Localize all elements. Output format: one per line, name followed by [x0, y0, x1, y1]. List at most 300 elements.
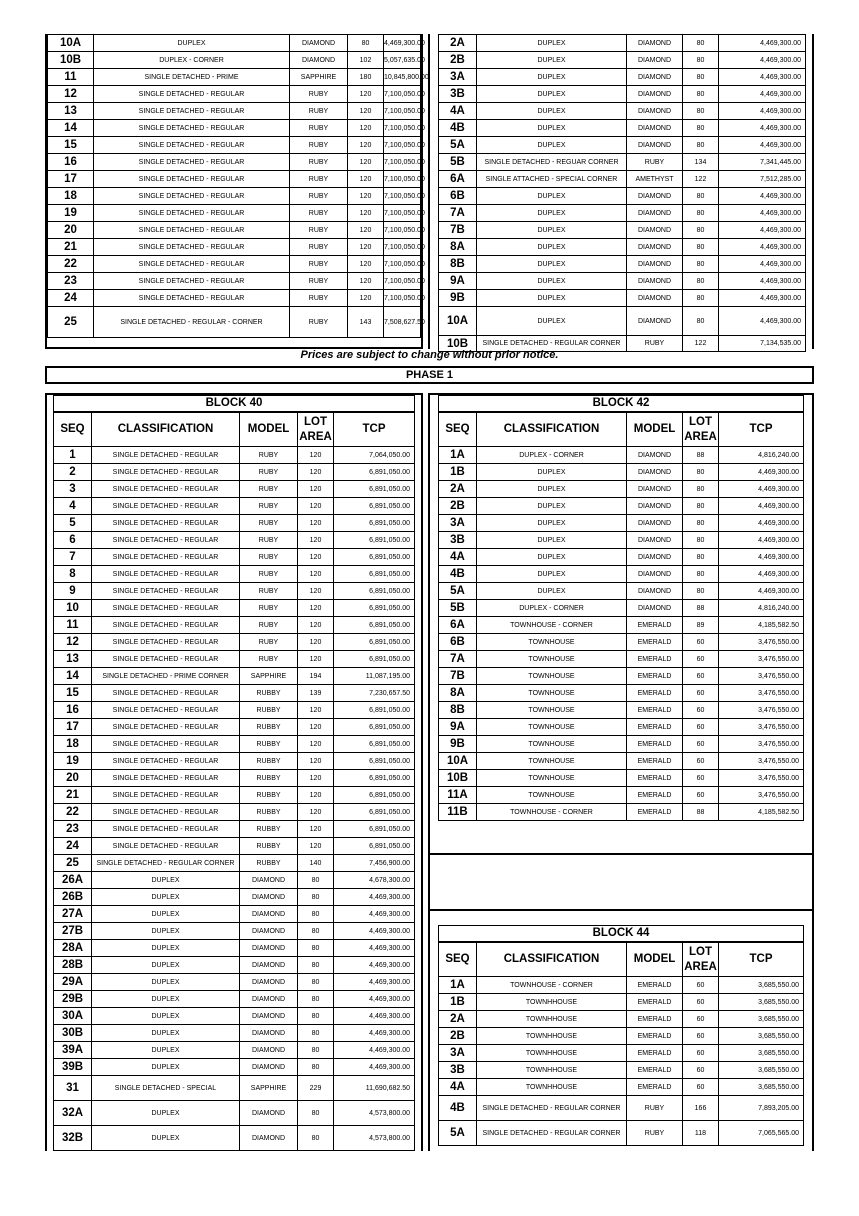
cell-lot-area: 80	[348, 35, 384, 52]
block42-header-model: MODEL	[627, 413, 683, 447]
cell-classification: DUPLEX	[477, 273, 627, 290]
block40-header-tcp: TCP	[334, 413, 415, 447]
cell-classification: DUPLEX	[477, 35, 627, 52]
cell-model: DIAMOND	[627, 498, 683, 515]
cell-tcp: 7,100,050.00	[384, 154, 421, 171]
cell-classification: TOWNHOUSE	[477, 719, 627, 736]
table-row	[439, 481, 804, 498]
table-row	[54, 906, 415, 923]
cell-lot-area: 80	[683, 86, 719, 103]
cell-classification: SINGLE DETACHED - REGULAR	[94, 205, 290, 222]
cell-classification: SINGLE DETACHED - REGULAR	[92, 583, 240, 600]
cell-tcp: 4,469,300.00	[719, 464, 804, 481]
cell-tcp: 4,469,300.00	[719, 481, 804, 498]
table-row	[439, 1028, 804, 1045]
table-row	[54, 1059, 415, 1076]
cell-classification: DUPLEX	[477, 86, 627, 103]
table-row	[48, 188, 421, 205]
cell-seq: 7	[54, 549, 92, 566]
table-row	[48, 52, 421, 69]
cell-tcp: 4,469,300.00	[719, 515, 804, 532]
cell-lot-area: 60	[683, 685, 719, 702]
cell-model: DIAMOND	[240, 1025, 298, 1042]
cell-tcp: 3,476,550.00	[719, 685, 804, 702]
cell-seq: 7A	[439, 651, 477, 668]
cell-tcp: 7,100,050.00	[384, 86, 421, 103]
cell-tcp: 4,469,300.00	[719, 566, 804, 583]
cell-lot-area: 80	[298, 1126, 334, 1151]
price-notice: Prices are subject to change without prior notice.	[300, 349, 559, 361]
cell-model: DIAMOND	[240, 1008, 298, 1025]
cell-lot-area: 120	[298, 804, 334, 821]
cell-seq: 3A	[439, 515, 477, 532]
table-row	[439, 532, 804, 549]
cell-seq: 28A	[54, 940, 92, 957]
table-row	[54, 889, 415, 906]
cell-lot-area: 120	[348, 103, 384, 120]
cell-lot-area: 80	[298, 957, 334, 974]
cell-classification: DUPLEX	[92, 974, 240, 991]
cell-classification: DUPLEX	[477, 256, 627, 273]
table-row	[439, 736, 804, 753]
cell-classification: SINGLE DETACHED - SPECIAL	[92, 1076, 240, 1101]
cell-tcp: 3,476,550.00	[719, 702, 804, 719]
cell-seq: 9A	[439, 273, 477, 290]
cell-tcp: 4,469,300.00	[719, 307, 806, 336]
cell-tcp: 4,469,300.00	[719, 86, 806, 103]
cell-model: RUBBY	[240, 855, 298, 872]
cell-tcp: 4,816,240.00	[719, 600, 804, 617]
empty-spacer-box	[428, 855, 814, 911]
cell-classification: DUPLEX	[92, 940, 240, 957]
cell-lot-area: 80	[298, 872, 334, 889]
cell-model: DIAMOND	[240, 1042, 298, 1059]
table-row	[54, 719, 415, 736]
cell-seq: 27A	[54, 906, 92, 923]
cell-model: RUBY	[290, 307, 348, 338]
cell-classification: TOWNHOUSE - CORNER	[477, 804, 627, 821]
cell-seq: 12	[48, 86, 94, 103]
cell-seq: 2	[54, 464, 92, 481]
cell-model: DIAMOND	[627, 120, 683, 137]
cell-lot-area: 80	[683, 120, 719, 137]
cell-lot-area: 120	[348, 171, 384, 188]
cell-lot-area: 80	[683, 515, 719, 532]
cell-lot-area: 60	[683, 1011, 719, 1028]
cell-classification: DUPLEX	[477, 532, 627, 549]
cell-model: DIAMOND	[627, 69, 683, 86]
cell-seq: 7B	[439, 668, 477, 685]
cell-seq: 19	[54, 753, 92, 770]
cell-classification: DUPLEX - CORNER	[477, 447, 627, 464]
cell-tcp: 4,469,300.00	[719, 498, 804, 515]
cell-lot-area: 60	[683, 634, 719, 651]
cell-model: EMERALD	[627, 1011, 683, 1028]
table-row	[54, 838, 415, 855]
cell-lot-area: 80	[683, 239, 719, 256]
cell-tcp: 6,891,050.00	[334, 617, 415, 634]
cell-lot-area: 122	[683, 336, 719, 352]
cell-classification: TOWNHHOUSE	[477, 1045, 627, 1062]
cell-classification: DUPLEX	[92, 872, 240, 889]
table-row	[439, 52, 806, 69]
cell-lot-area: 80	[683, 52, 719, 69]
cell-tcp: 6,891,050.00	[334, 498, 415, 515]
cell-tcp: 4,469,300.00	[334, 991, 415, 1008]
cell-seq: 2A	[439, 481, 477, 498]
cell-model: DIAMOND	[627, 52, 683, 69]
cell-model: EMERALD	[627, 770, 683, 787]
cell-lot-area: 120	[298, 464, 334, 481]
cell-model: RUBY	[240, 549, 298, 566]
table-row	[439, 719, 804, 736]
cell-lot-area: 80	[683, 532, 719, 549]
cell-tcp: 6,891,050.00	[334, 566, 415, 583]
cell-lot-area: 166	[683, 1096, 719, 1121]
cell-tcp: 10,845,800.00	[384, 69, 421, 86]
cell-classification: SINGLE DETACHED - REGULAR	[94, 120, 290, 137]
cell-lot-area: 80	[683, 307, 719, 336]
cell-seq: 32B	[54, 1126, 92, 1151]
cell-tcp: 6,891,050.00	[334, 583, 415, 600]
cell-tcp: 6,891,050.00	[334, 821, 415, 838]
cell-lot-area: 120	[348, 290, 384, 307]
cell-tcp: 7,065,565.00	[719, 1121, 804, 1146]
cell-classification: DUPLEX	[477, 583, 627, 600]
cell-tcp: 3,685,550.00	[719, 1079, 804, 1096]
cell-tcp: 4,469,300.00	[719, 239, 806, 256]
cell-seq: 11B	[439, 804, 477, 821]
cell-model: EMERALD	[627, 736, 683, 753]
cell-seq: 1	[54, 447, 92, 464]
cell-model: DIAMOND	[627, 600, 683, 617]
cell-model: SAPPHIRE	[290, 69, 348, 86]
table-row	[54, 770, 415, 787]
cell-tcp: 7,064,050.00	[334, 447, 415, 464]
cell-tcp: 3,476,550.00	[719, 668, 804, 685]
cell-classification: TOWNHHOUSE	[477, 994, 627, 1011]
table-row	[439, 600, 804, 617]
cell-tcp: 7,100,050.00	[384, 171, 421, 188]
cell-seq: 7A	[439, 205, 477, 222]
cell-lot-area: 80	[683, 583, 719, 600]
table-row	[439, 498, 804, 515]
cell-lot-area: 120	[298, 753, 334, 770]
cell-tcp: 3,476,550.00	[719, 719, 804, 736]
cell-lot-area: 80	[683, 273, 719, 290]
cell-lot-area: 120	[298, 481, 334, 498]
block42-header-seq: SEQ	[439, 413, 477, 447]
cell-seq: 3A	[439, 1045, 477, 1062]
cell-lot-area: 120	[298, 787, 334, 804]
table-row	[54, 1042, 415, 1059]
cell-seq: 14	[54, 668, 92, 685]
table-row	[54, 872, 415, 889]
cell-seq: 3B	[439, 86, 477, 103]
table-row	[54, 668, 415, 685]
cell-classification: DUPLEX	[94, 35, 290, 52]
cell-classification: SINGLE DETACHED - REGULAR	[92, 736, 240, 753]
cell-classification: DUPLEX	[477, 205, 627, 222]
cell-model: RUBBY	[240, 821, 298, 838]
cell-model: RUBY	[240, 447, 298, 464]
cell-model: RUBY	[240, 600, 298, 617]
cell-model: DIAMOND	[240, 940, 298, 957]
cell-classification: TOWNHOUSE - CORNER	[477, 617, 627, 634]
cell-seq: 8	[54, 566, 92, 583]
cell-tcp: 4,469,300.00	[719, 222, 806, 239]
cell-model: DIAMOND	[627, 481, 683, 498]
cell-lot-area: 120	[298, 566, 334, 583]
cell-tcp: 4,678,300.00	[334, 872, 415, 889]
cell-classification: DUPLEX	[92, 1101, 240, 1126]
cell-lot-area: 80	[683, 222, 719, 239]
cell-seq: 30B	[54, 1025, 92, 1042]
table-row	[54, 957, 415, 974]
cell-model: DIAMOND	[240, 957, 298, 974]
cell-model: EMERALD	[627, 668, 683, 685]
block40-title: BLOCK 40	[53, 395, 415, 412]
cell-tcp: 7,100,050.00	[384, 256, 421, 273]
table-row	[54, 600, 415, 617]
cell-lot-area: 80	[298, 1059, 334, 1076]
table-row	[439, 651, 804, 668]
table-row	[48, 120, 421, 137]
cell-classification: TOWNHOUSE	[477, 685, 627, 702]
cell-tcp: 6,891,050.00	[334, 838, 415, 855]
table-row	[439, 205, 806, 222]
cell-classification: SINGLE DETACHED - REGULAR CORNER	[92, 855, 240, 872]
cell-lot-area: 60	[683, 1028, 719, 1045]
cell-classification: SINGLE DETACHED - REGULAR	[92, 787, 240, 804]
cell-lot-area: 60	[683, 753, 719, 770]
cell-model: DIAMOND	[240, 1101, 298, 1126]
cell-seq: 10A	[48, 35, 94, 52]
cell-lot-area: 120	[298, 583, 334, 600]
cell-lot-area: 80	[298, 906, 334, 923]
cell-seq: 20	[54, 770, 92, 787]
cell-classification: DUPLEX	[477, 52, 627, 69]
table-row	[439, 770, 804, 787]
cell-model: EMERALD	[627, 787, 683, 804]
table-row	[48, 256, 421, 273]
cell-seq: 11A	[439, 787, 477, 804]
cell-tcp: 4,469,300.00	[334, 957, 415, 974]
cell-lot-area: 102	[348, 52, 384, 69]
cell-tcp: 3,476,550.00	[719, 787, 804, 804]
block44-title: BLOCK 44	[438, 925, 804, 942]
cell-tcp: 6,891,050.00	[334, 787, 415, 804]
cell-seq: 7B	[439, 222, 477, 239]
cell-seq: 28B	[54, 957, 92, 974]
cell-lot-area: 60	[683, 977, 719, 994]
table-row	[439, 1121, 804, 1146]
cell-lot-area: 120	[348, 120, 384, 137]
cell-model: DIAMOND	[240, 889, 298, 906]
cell-seq: 12	[54, 634, 92, 651]
cell-model: EMERALD	[627, 753, 683, 770]
cell-classification: DUPLEX	[92, 957, 240, 974]
cell-seq: 6A	[439, 617, 477, 634]
cell-model: DIAMOND	[627, 566, 683, 583]
table-row	[54, 481, 415, 498]
cell-model: DIAMOND	[627, 188, 683, 205]
cell-seq: 4	[54, 498, 92, 515]
cell-model: RUBBY	[240, 685, 298, 702]
cell-tcp: 3,476,550.00	[719, 651, 804, 668]
cell-model: RUBY	[240, 515, 298, 532]
cell-lot-area: 60	[683, 787, 719, 804]
cell-lot-area: 120	[298, 498, 334, 515]
table-row	[54, 583, 415, 600]
cell-tcp: 6,891,050.00	[334, 600, 415, 617]
cell-classification: SINGLE DETACHED - REGULAR	[94, 103, 290, 120]
cell-seq: 19	[48, 205, 94, 222]
table-row	[439, 566, 804, 583]
cell-model: DIAMOND	[627, 137, 683, 154]
cell-seq: 6A	[439, 171, 477, 188]
cell-lot-area: 118	[683, 1121, 719, 1146]
cell-classification: SINGLE DETACHED - REGULAR	[92, 549, 240, 566]
cell-seq: 29A	[54, 974, 92, 991]
cell-model: RUBY	[290, 239, 348, 256]
table-row	[439, 1062, 804, 1079]
cell-tcp: 4,469,300.00	[334, 1025, 415, 1042]
cell-lot-area: 120	[348, 222, 384, 239]
table-row	[48, 154, 421, 171]
cell-model: RUBY	[627, 154, 683, 171]
cell-seq: 4B	[439, 566, 477, 583]
cell-tcp: 4,469,300.00	[334, 1008, 415, 1025]
cell-lot-area: 80	[683, 549, 719, 566]
table-row	[439, 994, 804, 1011]
cell-tcp: 7,341,445.00	[719, 154, 806, 171]
cell-tcp: 11,690,682.50	[334, 1076, 415, 1101]
cell-classification: SINGLE DETACHED - REGULAR	[92, 481, 240, 498]
cell-seq: 8A	[439, 239, 477, 256]
cell-seq: 3B	[439, 1062, 477, 1079]
cell-seq: 2B	[439, 52, 477, 69]
cell-tcp: 7,456,900.00	[334, 855, 415, 872]
table-row	[439, 447, 804, 464]
cell-tcp: 4,469,300.00	[719, 69, 806, 86]
table-row	[54, 651, 415, 668]
cell-classification: DUPLEX	[477, 549, 627, 566]
cell-classification: DUPLEX	[92, 906, 240, 923]
cell-classification: DUPLEX	[92, 923, 240, 940]
cell-classification: TOWNHOUSE - CORNER	[477, 977, 627, 994]
cell-lot-area: 80	[683, 566, 719, 583]
cell-tcp: 7,134,535.00	[719, 336, 806, 352]
cell-classification: SINGLE DETACHED - REGULAR	[92, 634, 240, 651]
block42-title: BLOCK 42	[438, 395, 804, 412]
cell-model: DIAMOND	[290, 35, 348, 52]
cell-lot-area: 139	[298, 685, 334, 702]
cell-seq: 22	[54, 804, 92, 821]
table-row	[439, 1079, 804, 1096]
cell-model: RUBY	[290, 222, 348, 239]
cell-classification: DUPLEX	[477, 188, 627, 205]
cell-seq: 10	[54, 600, 92, 617]
cell-classification: SINGLE DETACHED - REGULAR - CORNER	[94, 307, 290, 338]
table-row	[439, 35, 806, 52]
cell-classification: SINGLE DETACHED - REGULAR	[94, 273, 290, 290]
cell-seq: 4A	[439, 549, 477, 566]
cell-seq: 24	[48, 290, 94, 307]
cell-model: DIAMOND	[240, 974, 298, 991]
cell-model: EMERALD	[627, 1045, 683, 1062]
cell-classification: DUPLEX	[477, 120, 627, 137]
cell-tcp: 7,512,285.00	[719, 171, 806, 188]
cell-model: EMERALD	[627, 1062, 683, 1079]
cell-seq: 15	[48, 137, 94, 154]
cell-tcp: 7,100,050.00	[384, 273, 421, 290]
cell-seq: 10B	[439, 770, 477, 787]
cell-model: RUBY	[290, 256, 348, 273]
cell-seq: 8B	[439, 256, 477, 273]
cell-classification: SINGLE DETACHED - REGULAR	[92, 821, 240, 838]
cell-lot-area: 120	[298, 702, 334, 719]
cell-seq: 3A	[439, 69, 477, 86]
table-row	[48, 171, 421, 188]
block40-table	[53, 412, 415, 1151]
cell-classification: DUPLEX	[477, 307, 627, 336]
cell-model: RUBY	[240, 566, 298, 583]
cell-model: DIAMOND	[627, 35, 683, 52]
cell-lot-area: 140	[298, 855, 334, 872]
cell-lot-area: 80	[683, 481, 719, 498]
table-row	[48, 307, 421, 338]
cell-lot-area: 60	[683, 651, 719, 668]
cell-model: DIAMOND	[627, 205, 683, 222]
cell-lot-area: 229	[298, 1076, 334, 1101]
cell-lot-area: 143	[348, 307, 384, 338]
table-row	[439, 702, 804, 719]
cell-model: RUBBY	[240, 770, 298, 787]
table-row	[54, 787, 415, 804]
cell-classification: SINGLE DETACHED - REGULAR	[92, 651, 240, 668]
cell-tcp: 3,476,550.00	[719, 753, 804, 770]
cell-seq: 2A	[439, 1011, 477, 1028]
top-right-section	[428, 34, 814, 349]
cell-seq: 5	[54, 515, 92, 532]
cell-seq: 8A	[439, 685, 477, 702]
cell-tcp: 3,685,550.00	[719, 994, 804, 1011]
table-row	[439, 256, 806, 273]
cell-seq: 18	[48, 188, 94, 205]
cell-seq: 5A	[439, 583, 477, 600]
cell-seq: 9A	[439, 719, 477, 736]
cell-seq: 6B	[439, 188, 477, 205]
table-row	[439, 634, 804, 651]
cell-seq: 9B	[439, 290, 477, 307]
cell-tcp: 3,685,550.00	[719, 1028, 804, 1045]
cell-tcp: 4,185,582.50	[719, 804, 804, 821]
cell-model: DIAMOND	[627, 549, 683, 566]
cell-model: RUBY	[240, 464, 298, 481]
cell-seq: 21	[54, 787, 92, 804]
table-row	[439, 69, 806, 86]
cell-lot-area: 120	[348, 273, 384, 290]
cell-seq: 11	[54, 617, 92, 634]
cell-model: DIAMOND	[627, 532, 683, 549]
cell-tcp: 6,891,050.00	[334, 651, 415, 668]
table-row	[54, 991, 415, 1008]
cell-classification: SINGLE DETACHED - REGULAR	[92, 532, 240, 549]
cell-seq: 3	[54, 481, 92, 498]
cell-classification: DUPLEX	[92, 1042, 240, 1059]
cell-model: DIAMOND	[627, 447, 683, 464]
